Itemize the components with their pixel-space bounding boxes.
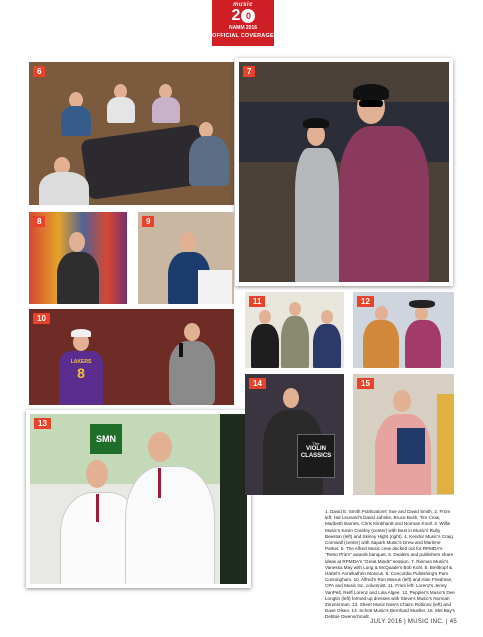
lakers-jersey	[59, 351, 103, 405]
photo-6	[29, 62, 234, 205]
badge-circle: 0	[241, 9, 255, 23]
cap	[71, 329, 91, 337]
photo-15	[353, 374, 454, 495]
person-head	[283, 388, 299, 408]
badge-brand: music	[233, 2, 253, 8]
violin-classics-book	[297, 434, 335, 478]
person-head	[415, 306, 428, 321]
coverage-badge	[212, 0, 274, 46]
lanyard	[96, 494, 99, 522]
photo-9	[138, 212, 234, 304]
shelf-display	[437, 394, 454, 494]
smn-sign: SMN	[90, 424, 122, 454]
photo-14	[245, 374, 344, 495]
person	[39, 172, 89, 205]
photo-number: 12	[357, 296, 374, 307]
badge-event: NAMM 2016	[228, 25, 258, 31]
person	[405, 320, 441, 368]
photo-number: 10	[33, 313, 50, 324]
photo-7	[235, 58, 453, 286]
person-head	[321, 310, 333, 324]
photo-number: 7	[243, 66, 255, 77]
person-head	[180, 232, 196, 252]
person	[295, 148, 339, 286]
photo-12	[353, 292, 454, 368]
photo-number: 8	[33, 216, 45, 227]
person-head	[393, 390, 411, 412]
person	[189, 136, 229, 186]
photo-number: 6	[33, 66, 45, 77]
photo-13	[26, 410, 251, 588]
photo-11	[245, 292, 344, 368]
sunglasses	[359, 100, 383, 107]
held-book	[397, 428, 425, 464]
badge-number	[212, 8, 274, 24]
person	[339, 126, 429, 286]
person	[281, 316, 309, 368]
person	[152, 97, 180, 123]
person-head	[69, 232, 85, 252]
person-head	[289, 302, 301, 316]
person	[57, 252, 99, 304]
person	[61, 106, 91, 136]
photo-10	[29, 309, 234, 405]
photo-number: 14	[249, 378, 266, 389]
book-title: VIOLIN CLASSICS	[300, 446, 332, 459]
hair	[353, 84, 389, 100]
hat	[409, 300, 435, 308]
person	[363, 320, 399, 368]
person-head	[184, 323, 200, 341]
photo-number: 9	[142, 216, 154, 227]
badge-number-digit: 2	[231, 6, 241, 24]
badge-subtitle: OFFICIAL COVERAGE	[212, 33, 274, 39]
person	[251, 324, 279, 368]
page-footer: JULY 2016 | MUSIC INC. | 45	[370, 619, 457, 625]
person-head	[259, 310, 271, 324]
jersey-number: 8	[77, 365, 85, 381]
jersey-name: LAKERS	[70, 359, 92, 365]
hat	[303, 118, 329, 128]
person-head	[86, 460, 108, 488]
photo-number: 13	[34, 418, 51, 429]
display-table	[198, 270, 232, 304]
lanyard	[158, 468, 161, 498]
booth-banner	[30, 414, 247, 484]
photo-number: 11	[249, 296, 265, 307]
person	[313, 324, 341, 368]
person	[107, 97, 135, 123]
person	[169, 341, 215, 405]
microphone	[179, 343, 183, 357]
person	[125, 466, 215, 588]
person-head	[375, 306, 388, 321]
book-subtitle: The	[312, 441, 320, 446]
photo-8	[29, 212, 127, 304]
photo-caption: 1. David E. Smith Publications' Sue and David Smith. 2. From left: Hal Leonard's David Jahnke, Bruce Bush, Tim Crow, Maribeth Barnes, Chris Klinkhardt and Norman Knoll. 3. Willis Music's Kevin Cranley (center) with Best in Music's Ruby Beeston (left) and Skinny Hight (right). 4. Kendor Music's Craig Cornwall (center) with Sapark Music's Drew and Marlene Parker. 5. The Alfred Music crew decked out for RPMDA's "Retro Prom" awards banquet. 6. Dealers and publishers share ideas at RPMDA's "Great Minds" session. 7. Rieman Music's Vanessa May with Long & McQuade's Bob Kohl. 8. Breitkopf & Härtel's Annekathrin Moscus. 9. Concordia Publishing's Pam Cunningham. 10. Alfred's Ron Manus (left) and Alan Friedman, CPA and Music Inc. columnist. 11. From left: Lorenz's Jenny VanPelt, Reiff Lorenz and Lisa Algee. 12. Peppler's Music's Dee Longtin (left) formed up dresses with Steve's Music's Norman Zimmerman. 13. Sheet Music Now's Chairn Robinov (left) and Dave Olsen. 14. Schott Music's Bernhard Mueller. 15. Mel Bay's Debbie Owenschmidt.	[325, 509, 455, 620]
green-banner	[220, 414, 247, 584]
photo-number: 15	[357, 378, 374, 389]
person-head	[148, 432, 172, 462]
